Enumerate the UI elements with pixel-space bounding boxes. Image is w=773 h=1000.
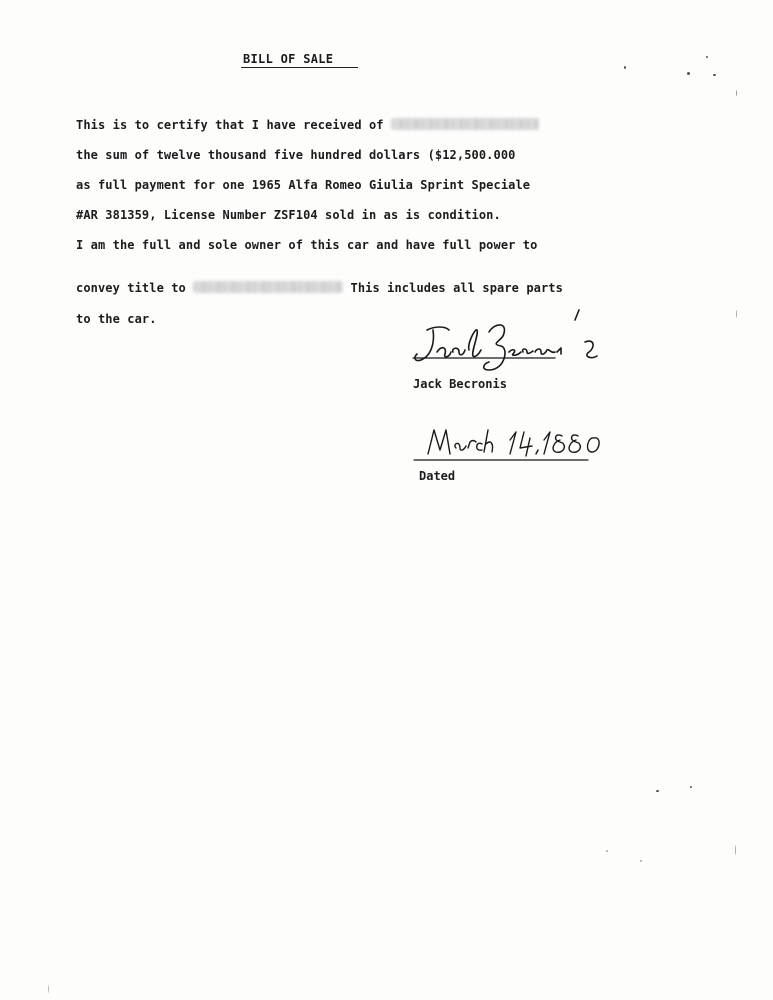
body-line-2: the sum of twelve thousand five hundred dollars ($12,500.000 [76,148,516,162]
scan-speck [735,845,736,855]
body-line-1-wrap [76,118,539,132]
scan-speck [706,56,708,58]
document-title: BILL OF SALE [243,52,334,66]
body-line-6a: convey title to [76,281,186,295]
body-line-6-wrap [76,281,563,295]
scan-speck [656,790,659,792]
scan-speck [713,74,716,76]
scan-speck [48,985,49,993]
handwritten-date [412,420,612,468]
scan-speck [736,90,737,96]
scan-speck [690,786,692,788]
scan-speck [606,850,608,852]
body-line-4: #AR 381359, License Number ZSF104 sold in as is condition. [76,208,501,222]
scan-speck [736,310,737,318]
dated-label: Dated [419,469,456,483]
body-line-1: This is to certify that I have received of [76,118,384,132]
scan-speck [624,66,626,69]
signature-image [405,308,605,380]
redacted-buyer-name [391,118,539,130]
body-line-5: I am the full and sole owner of this car and have full power to [76,238,538,252]
redacted-buyer-name-2 [193,281,343,293]
body-line-6b: This includes all spare parts [350,281,563,295]
title-underline [241,67,358,68]
signer-name: Jack Becronis [413,377,507,391]
scan-speck [687,72,690,75]
body-line-7: to the car. [76,312,157,326]
body-line-3: as full payment for one 1965 Alfa Romeo Giulia Sprint Speciale [76,178,531,192]
scan-speck [640,860,642,862]
